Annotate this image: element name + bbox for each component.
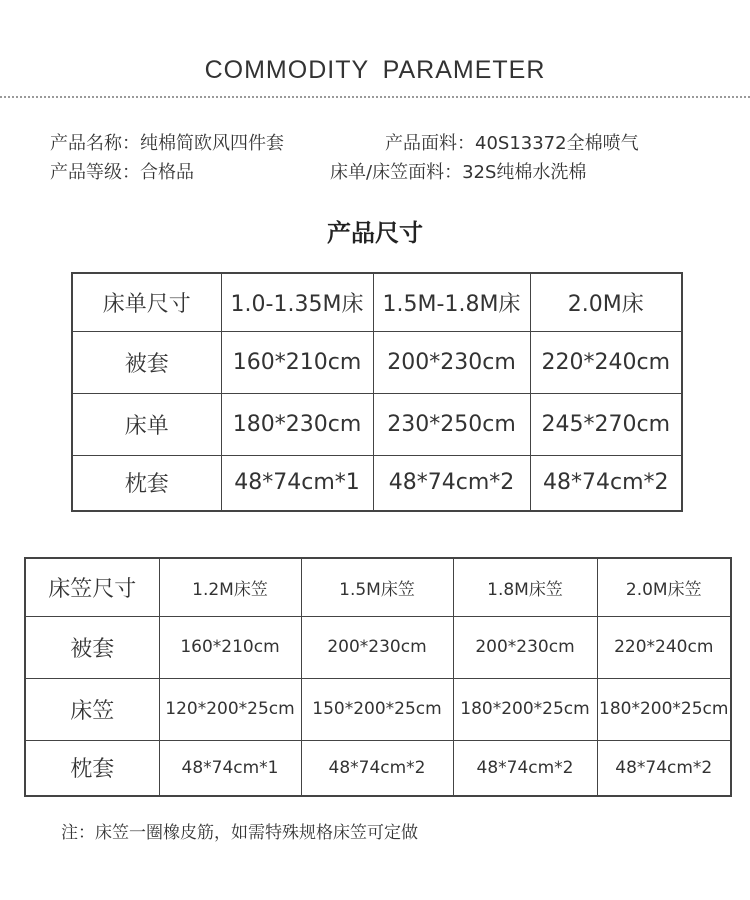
table-cell: 220*240cm (530, 331, 682, 393)
table-header-cell: 1.8M床笠 (453, 558, 597, 616)
table-header-cell: 2.0M床 (530, 273, 682, 331)
table-cell: 48*74cm*2 (373, 455, 530, 511)
page-title: COMMODITY PARAMETER (204, 56, 546, 84)
table-header-cell: 床笠尺寸 (25, 558, 159, 616)
table-cell: 48*74cm*1 (221, 455, 373, 511)
sheet-fabric: 床单/床笠面料：32S纯棉水洗棉 (330, 162, 587, 183)
table-cell: 48*74cm*2 (530, 455, 682, 511)
table-header-cell: 1.5M-1.8M床 (373, 273, 530, 331)
table-cell: 180*230cm (221, 393, 373, 455)
table-row (25, 678, 731, 740)
row-label: 床笠 (25, 678, 159, 740)
table-header-cell: 1.5M床笠 (301, 558, 453, 616)
sheet-size-table (71, 272, 683, 512)
table-header-cell: 床单尺寸 (72, 273, 221, 331)
table-cell: 230*250cm (373, 393, 530, 455)
table-cell: 200*230cm (301, 616, 453, 678)
footnote: 注：床笠一圈橡皮筋，如需特殊规格床笠可定做 (61, 823, 418, 843)
table-cell: 48*74cm*2 (597, 740, 731, 796)
table-header-cell: 1.0-1.35M床 (221, 273, 373, 331)
table-cell: 245*270cm (530, 393, 682, 455)
table-row (25, 616, 731, 678)
size-heading: 产品尺寸 (327, 219, 423, 247)
table-cell: 180*200*25cm (597, 678, 731, 740)
row-label: 被套 (72, 331, 221, 393)
product-grade: 产品等级：合格品 (50, 162, 194, 183)
table-header-row (25, 558, 731, 616)
table-header-row (72, 273, 682, 331)
row-label: 枕套 (25, 740, 159, 796)
row-label: 被套 (25, 616, 159, 678)
table-row (25, 740, 731, 796)
table-row (72, 331, 682, 393)
table-cell: 160*210cm (159, 616, 301, 678)
dotted-divider (0, 96, 750, 98)
table-cell: 220*240cm (597, 616, 731, 678)
table-cell: 48*74cm*2 (453, 740, 597, 796)
table-cell: 180*200*25cm (453, 678, 597, 740)
table-cell: 120*200*25cm (159, 678, 301, 740)
table-cell: 200*230cm (373, 331, 530, 393)
product-name: 产品名称：纯棉简欧风四件套 (50, 133, 284, 154)
table-cell: 150*200*25cm (301, 678, 453, 740)
table-cell: 160*210cm (221, 331, 373, 393)
product-fabric: 产品面料：40S13372全棉喷气 (385, 133, 639, 154)
table-cell: 48*74cm*2 (301, 740, 453, 796)
table-header-cell: 2.0M床笠 (597, 558, 731, 616)
table-cell: 200*230cm (453, 616, 597, 678)
table-header-cell: 1.2M床笠 (159, 558, 301, 616)
row-label: 枕套 (72, 455, 221, 511)
table-row (72, 393, 682, 455)
fitted-sheet-size-table (24, 557, 732, 797)
table-cell: 48*74cm*1 (159, 740, 301, 796)
table-row (72, 455, 682, 511)
row-label: 床单 (72, 393, 221, 455)
